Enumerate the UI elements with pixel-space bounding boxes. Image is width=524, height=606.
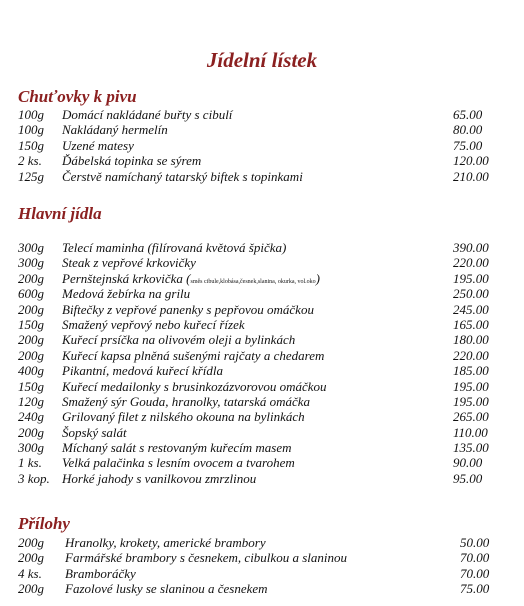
menu-item (0, 138, 524, 153)
item-name: Kuřecí medailonky s brusinkozázvorovou omáčkou (62, 378, 327, 394)
item-quantity: 400g (18, 363, 44, 379)
item-name: Uzené matesy (62, 137, 134, 153)
item-name: Farmářské brambory s česnekem, cibulkou a slaninou (65, 550, 347, 566)
item-price: 75.00 (453, 137, 483, 153)
menu-item (0, 302, 524, 317)
item-name: Ďábelská topinka se sýrem (62, 153, 202, 169)
item-quantity: 3 kop. (18, 470, 50, 486)
item-price: 195.00 (453, 378, 489, 394)
menu-item (0, 169, 524, 184)
item-name: Čerstvě namíchaný tatarský biftek s topinkami (62, 168, 303, 184)
item-name: Horké jahody s vanilkovou zmrzlinou (62, 470, 257, 486)
item-name: Šopský salát (62, 424, 127, 440)
item-name: Velká palačinka s lesním ovocem a tvarohem (62, 455, 295, 471)
item-quantity: 200g (18, 550, 44, 566)
item-price: 70.00 (460, 550, 490, 566)
menu-item (0, 317, 524, 332)
menu-item (0, 566, 524, 581)
menu-title: Jídelní lístek (206, 48, 318, 72)
item-quantity: 150g (18, 137, 44, 153)
item-note: směs cibule,klobása,česnek,slanina, okurka, vol.oko (190, 278, 316, 285)
item-quantity: 200g (18, 347, 44, 363)
item-quantity: 100g (18, 107, 44, 122)
item-price: 180.00 (453, 332, 489, 348)
item-name: Bramboráčky (65, 565, 136, 581)
menu-item (0, 255, 524, 270)
item-quantity: 300g (18, 440, 44, 456)
item-quantity: 150g (18, 316, 44, 332)
menu-item (0, 581, 524, 596)
item-price: 245.00 (453, 301, 489, 317)
item-name: Fazolové lusky se slaninou a česnekem (65, 581, 268, 597)
starters-list (0, 107, 524, 184)
item-quantity: 2 ks. (18, 153, 42, 169)
item-quantity: 200g (18, 332, 44, 348)
item-price: 165.00 (453, 316, 489, 332)
item-name: Míchaný salát s restovaným kuřecím masem (62, 440, 292, 456)
item-price: 90.00 (453, 455, 483, 471)
item-quantity: 100g (18, 122, 44, 138)
menu-item (0, 363, 524, 378)
item-price: 265.00 (453, 409, 489, 425)
item-name: Biftečky z vepřové panenky s pepřovou omáčkou (62, 301, 314, 317)
item-quantity: 300g (18, 240, 44, 255)
menu-item (0, 286, 524, 301)
section-title-sides: Přílohy (18, 514, 70, 533)
item-price: 390.00 (453, 240, 489, 255)
section-title-main-dishes: Hlavní jídla (18, 204, 102, 223)
item-price: 185.00 (453, 363, 489, 379)
menu-item (0, 535, 524, 550)
item-name: Domácí nakládané buřty s cibulí (62, 107, 233, 122)
item-quantity: 4 ks. (18, 565, 42, 581)
menu-item (0, 332, 524, 347)
item-quantity: 200g (18, 581, 44, 597)
item-quantity: 240g (18, 409, 44, 425)
item-price: 50.00 (460, 535, 490, 550)
item-name: Smažený sýr Gouda, hranolky, tatarská omáčka (62, 393, 311, 409)
item-price: 220.00 (453, 255, 489, 271)
item-price: 135.00 (453, 440, 489, 456)
item-name: Nakládaný hermelín (62, 122, 168, 138)
menu-item (0, 425, 524, 440)
main-dishes-list (0, 240, 524, 486)
item-quantity: 200g (18, 424, 44, 440)
menu-item (0, 440, 524, 455)
menu-item (0, 471, 524, 486)
item-price: 110.00 (453, 424, 488, 440)
item-name: Kuřecí prsíčka na olivovém oleji a bylinkách (62, 332, 296, 348)
menu-item (0, 379, 524, 394)
item-name-close: ) (315, 270, 320, 286)
item-quantity: 200g (18, 301, 44, 317)
item-name: Grilovaný filet z nilského okouna na bylinkách (62, 409, 305, 425)
item-price: 80.00 (453, 122, 483, 138)
item-quantity: 150g (18, 378, 44, 394)
item-name: Medová žebírka na grilu (62, 286, 191, 302)
item-quantity: 120g (18, 393, 44, 409)
item-price: 75.00 (460, 581, 490, 597)
menu-item (0, 153, 524, 168)
item-name: Kuřecí kapsa plněná sušenými rajčaty a chedarem (62, 347, 325, 363)
item-quantity: 300g (18, 255, 44, 271)
item-price: 120.00 (453, 153, 489, 169)
item-quantity: 200g (18, 535, 44, 550)
menu-item (0, 107, 524, 122)
item-quantity: 125g (18, 168, 44, 184)
item-price: 195.00 (453, 393, 489, 409)
item-quantity: 200g (18, 270, 44, 286)
item-name: Pikantní, medová kuřecí křídla (62, 363, 224, 379)
menu-item (0, 348, 524, 363)
item-price: 95.00 (453, 470, 483, 486)
item-price: 220.00 (453, 347, 489, 363)
item-price: 65.00 (453, 107, 483, 122)
item-name: Smažený vepřový nebo kuřecí řízek (62, 316, 245, 332)
item-name: Steak z vepřové krkovičky (62, 255, 196, 271)
menu-item (0, 394, 524, 409)
section-title-starters: Chuťovky k pivu (18, 87, 137, 106)
item-name: Telecí maminha (filírovaná květová špička) (62, 240, 287, 255)
menu-item (0, 240, 524, 255)
item-price: 195.00 (453, 270, 489, 286)
menu-item (0, 271, 524, 286)
menu-item (0, 122, 524, 137)
item-name-text: Pernštejnská krkovička ( (62, 270, 191, 286)
menu-item (0, 455, 524, 470)
item-price: 70.00 (460, 565, 490, 581)
item-quantity: 1 ks. (18, 455, 42, 471)
sides-list (0, 535, 524, 597)
menu-item (0, 409, 524, 424)
item-price: 210.00 (453, 168, 489, 184)
menu-item (0, 550, 524, 565)
item-quantity: 600g (18, 286, 44, 302)
item-price: 250.00 (453, 286, 489, 302)
item-name: Hranolky, krokety, americké brambory (65, 535, 266, 550)
